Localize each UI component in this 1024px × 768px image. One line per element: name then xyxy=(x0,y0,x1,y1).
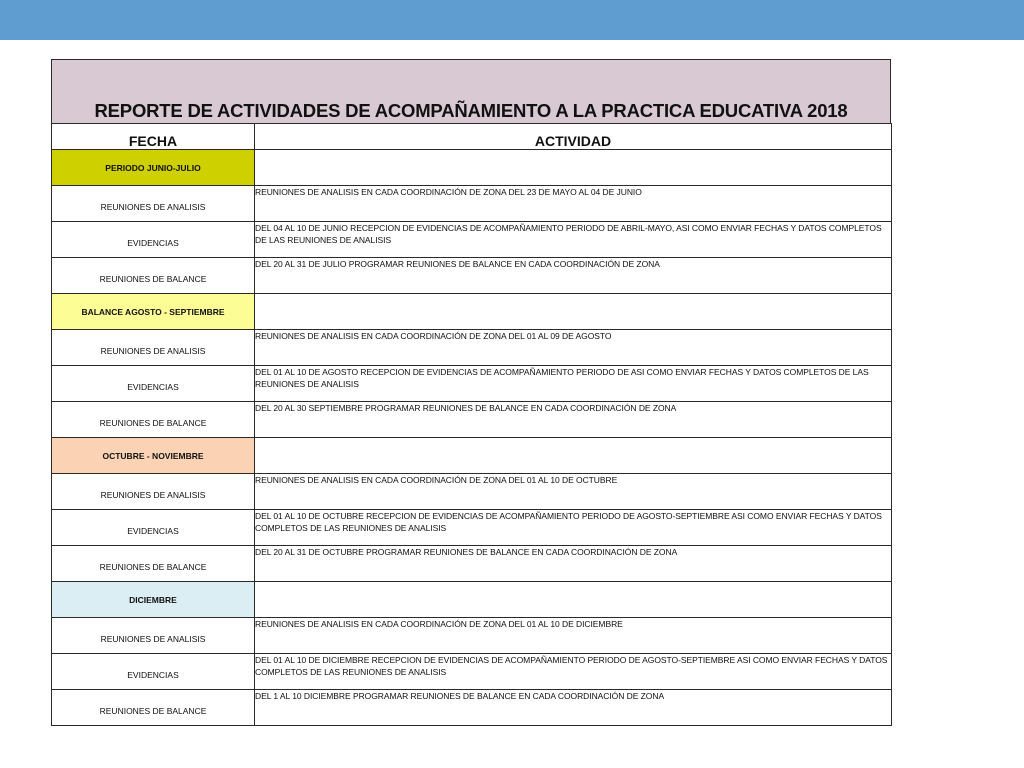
actividad-column-header: ACTIVIDAD xyxy=(255,124,892,150)
period-activity-cell xyxy=(255,438,892,474)
actividad-cell: REUNIONES DE ANALISIS EN CADA COORDINACIÓN DE ZONA DEL 23 DE MAYO AL 04 DE JUNIO xyxy=(255,186,892,222)
table-row xyxy=(52,402,892,438)
activities-table xyxy=(51,123,892,726)
table-row xyxy=(52,258,892,294)
table-row xyxy=(52,690,892,726)
table-row xyxy=(52,366,892,402)
actividad-cell: DEL 04 AL 10 DE JUNIO RECEPCION DE EVIDENCIAS DE ACOMPAÑAMIENTO PERIODO DE ABRIL-MAYO, ASI COMO ENVIAR FECHAS Y DATOS COMPLETOS DE LAS REUNIONES DE ANALISIS xyxy=(255,222,892,258)
fecha-cell: EVIDENCIAS xyxy=(52,510,255,546)
report-title: REPORTE DE ACTIVIDADES DE ACOMPAÑAMIENTO A LA PRACTICA EDUCATIVA 2018 xyxy=(94,100,848,121)
period-row xyxy=(52,582,892,618)
actividad-cell: DEL 01 AL 10 DE AGOSTO RECEPCION DE EVIDENCIAS DE ACOMPAÑAMIENTO PERIODO DE ASI COMO ENVIAR FECHAS Y DATOS COMPLETOS DE LAS REUNIONES DE ANALISIS xyxy=(255,366,892,402)
fecha-cell: REUNIONES DE BALANCE xyxy=(52,546,255,582)
actividad-cell: DEL 01 AL 10 DE OCTUBRE RECEPCION DE EVIDENCIAS DE ACOMPAÑAMIENTO PERIODO DE AGOSTO-SEPTIEMBRE ASI COMO ENVIAR FECHAS Y DATOS COMPLETOS DE LAS REUNIONES DE ANALISIS xyxy=(255,510,892,546)
fecha-cell: REUNIONES DE ANALISIS xyxy=(52,474,255,510)
table-row xyxy=(52,330,892,366)
actividad-cell: DEL 20 AL 30 SEPTIEMBRE PROGRAMAR REUNIONES DE BALANCE EN CADA COORDINACIÓN DE ZONA xyxy=(255,402,892,438)
period-activity-cell xyxy=(255,582,892,618)
actividad-cell: DEL 1 AL 10 DICIEMBRE PROGRAMAR REUNIONES DE BALANCE EN CADA COORDINACIÓN DE ZONA xyxy=(255,690,892,726)
period-label: DICIEMBRE xyxy=(52,582,255,618)
fecha-cell: REUNIONES DE ANALISIS xyxy=(52,330,255,366)
period-activity-cell xyxy=(255,294,892,330)
actividad-cell: DEL 20 AL 31 DE OCTUBRE PROGRAMAR REUNIONES DE BALANCE EN CADA COORDINACIÓN DE ZONA xyxy=(255,546,892,582)
period-label: PERIODO JUNIO-JULIO xyxy=(52,150,255,186)
fecha-cell: REUNIONES DE ANALISIS xyxy=(52,618,255,654)
fecha-cell: REUNIONES DE BALANCE xyxy=(52,402,255,438)
fecha-cell: REUNIONES DE ANALISIS xyxy=(52,186,255,222)
fecha-cell: REUNIONES DE BALANCE xyxy=(52,258,255,294)
table-row xyxy=(52,654,892,690)
period-label: BALANCE AGOSTO - SEPTIEMBRE xyxy=(52,294,255,330)
table-row xyxy=(52,510,892,546)
table-row xyxy=(52,186,892,222)
fecha-cell: REUNIONES DE BALANCE xyxy=(52,690,255,726)
actividad-cell: REUNIONES DE ANALISIS EN CADA COORDINACIÓN DE ZONA DEL 01 AL 09 DE AGOSTO xyxy=(255,330,892,366)
actividad-cell: REUNIONES DE ANALISIS EN CADA COORDINACIÓN DE ZONA DEL 01 AL 10 DE DICIEMBRE xyxy=(255,618,892,654)
report-sheet xyxy=(51,59,891,726)
table-header-row xyxy=(52,124,892,150)
table-row xyxy=(52,474,892,510)
period-activity-cell xyxy=(255,150,892,186)
table-row xyxy=(52,222,892,258)
actividad-cell: DEL 01 AL 10 DE DICIEMBRE RECEPCION DE EVIDENCIAS DE ACOMPAÑAMIENTO PERIODO DE AGOSTO-SEPTIEMBRE ASI COMO ENVIAR FECHAS Y DATOS COMPLETOS DE LAS REUNIONES DE ANALISIS xyxy=(255,654,892,690)
fecha-column-header: FECHA xyxy=(52,124,255,150)
actividad-cell: DEL 20 AL 31 DE JULIO PROGRAMAR REUNIONES DE BALANCE EN CADA COORDINACIÓN DE ZONA xyxy=(255,258,892,294)
fecha-cell: EVIDENCIAS xyxy=(52,654,255,690)
table-row xyxy=(52,546,892,582)
period-row xyxy=(52,294,892,330)
slide-header-band xyxy=(0,0,1024,40)
fecha-cell: EVIDENCIAS xyxy=(52,366,255,402)
period-row xyxy=(52,438,892,474)
fecha-cell: EVIDENCIAS xyxy=(52,222,255,258)
table-row xyxy=(52,618,892,654)
period-label: OCTUBRE - NOVIEMBRE xyxy=(52,438,255,474)
period-row xyxy=(52,150,892,186)
actividad-cell: REUNIONES DE ANALISIS EN CADA COORDINACIÓN DE ZONA DEL 01 AL 10 DE OCTUBRE xyxy=(255,474,892,510)
title-cell xyxy=(51,59,891,123)
